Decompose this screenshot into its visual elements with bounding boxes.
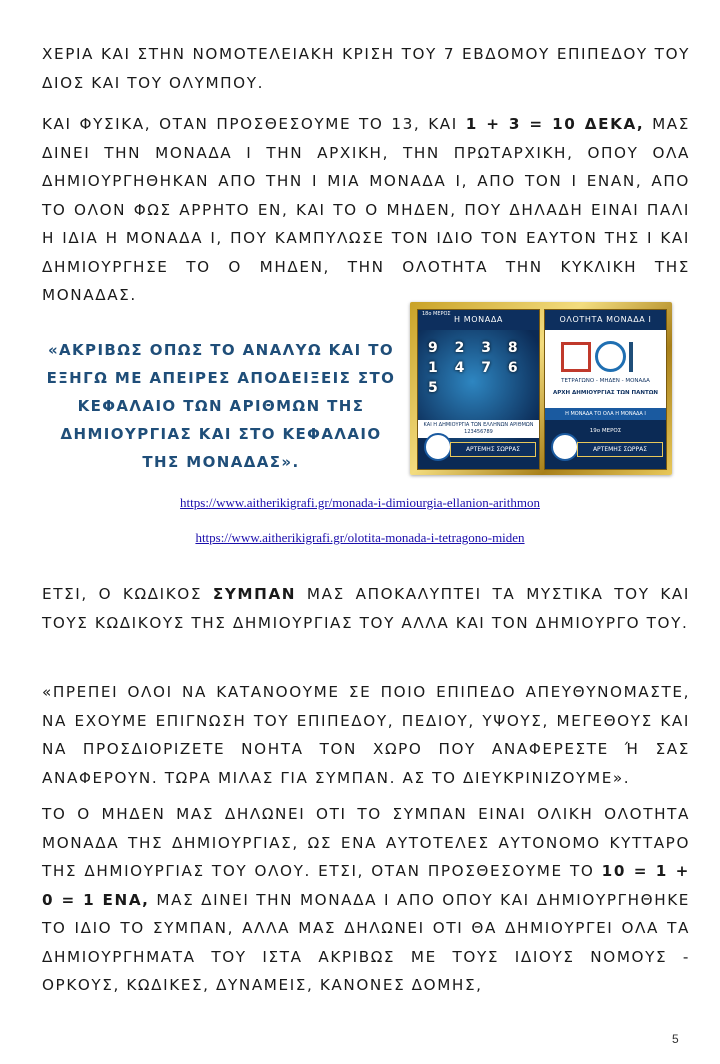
paragraph-3-text-c: ΜΑΣ ΑΠΟΚΑΛΥΠΤΕΙ ΤΑ ΜΥΣΤΙΚΑ ΤΟΥ ΚΑΙ ΤΟΥΣ ΚΩΔΙΚΟΥΣ ΤΗΣ ΔΗΜΙΟΥΡΓΙΑΣ ΤΟΥ ΑΛΛΑ ΚΑΙ ΤΟΝ ΔΗΜΙΟΥΡΓΟ ΤΟΥ. [42,585,690,632]
paragraph-5-text-c: ΜΑΣ ΔΙΝΕΙ ΤΗΝ ΜΟΝΑΔΑ Ι ΑΠΟ ΟΠΟΥ ΚΑΙ ΔΗΜΙΟΥΡΓΗΘΗΚΕ ΤΟ ΙΔΙΟ ΤΟ ΣΥΜΠΑΝ, ΑΛΛΑ ΜΑΣ ΔΗΛΩΝΕΙ ΟΤΙ ΘΑ ΔΗΜΙΟΥΡΓΕΙ ΟΛΑ ΤΑ ΔΗΜΙΟΥΡΓΗΜΑΤΑ ΤΟΥ ΙΣΤΑ ΑΚΡΙΒΩΣ ΜΕ ΤΟΥΣ ΙΔΙΟΥΣ ΝΟΜΟΥΣ - ΟΡΚΟΥΣ, ΚΩΔΙΚΕΣ, ΔΥΝΑΜΕΙΣ, ΚΑΝΟΝΕΣ ΔΟΜΗΣ, [42,890,690,994]
page-number: 5 [672,1032,679,1046]
square-circle-one-icon [561,342,651,372]
link-monada[interactable]: https://www.aitherikigrafi.gr/monada-i-dimiourgia-ellanion-arithmon [180,495,540,510]
book1-digits: 9 2 3 8 1 4 7 6 5 [428,340,524,396]
paragraph-1: ΧΕΡΙΑ ΚΑΙ ΣΤΗΝ ΝΟΜΟΤΕΛΕΙΑΚΗ ΚΡΙΣΗ ΤΟΥ 7 ΕΒΔΟΜΟΥ ΕΠΙΠΕΔΟΥ ΤΟΥ ΔΙΟΣ ΚΑΙ ΤΟΥ ΟΛΥΜΠΟΥ. [42,45,690,92]
link-olotita[interactable]: https://www.aitherikigrafi.gr/olotita-monada-i-tetragono-miden [195,530,525,545]
book2-lower [545,420,666,469]
paragraph-3 [42,580,690,637]
seal-icon [551,433,579,461]
book-covers-image [410,302,672,475]
book-cover-olotita [544,309,667,470]
book-cover-monada [417,309,540,470]
paragraph-5-text-a: ΤΟ Ο ΜΗΔΕΝ ΜΑΣ ΔΗΛΩΝΕΙ ΟΤΙ ΤΟ ΣΥΜΠΑΝ ΕΙΝΑΙ ΟΛΙΚΗ ΟΛΟΤΗΤΑ ΜΟΝΑΔΑ ΤΗΣ ΔΗΜΙΟΥΡΓΙΑΣ, ΩΣ ΕΝΑ ΑΥΤΟΤΕΛΕΣ ΑΥΤΟΝΟΜΟ ΚΥΤΤΑΡΟ ΤΗΣ ΔΗΜΙΟΥΡΓΙΑΣ ΤΟΥ ΟΛΟΥ. ΕΤΣΙ, ΟΤΑΝ ΠΡΟΣΘΕΣΟΥΜΕ ΤΟ [42,805,690,880]
book2-subtitle2: ΑΡΧΗ ΔΗΜΙΟΥΡΓΙΑΣ ΤΩΝ ΠΑΝΤΩΝ [552,390,659,396]
book2-band: Η ΜΟΝΑΔΑ ΤΟ ΟΛΑ Η ΜΟΝΑΔΑ Ι [545,408,666,420]
paragraph-3-bold: ΣΥΜΠΑΝ [212,585,297,603]
paragraph-3-text-a: ΕΤΣΙ, Ο ΚΩΔΙΚΟΣ [42,585,213,603]
book1-part: 18ο ΜΕΡΟΣ [422,311,451,317]
paragraph-2-bold: 1 + 3 = 10 ΔΕΚΑ, [465,115,645,133]
paragraph-5-bold: 10 = 1 + 0 = 1 ΕΝΑ, [42,862,690,909]
paragraph-2-text-a: ΚΑΙ ΦΥΣΙΚΑ, ΟΤΑΝ ΠΡΟΣΘΕΣΟΥΜΕ ΤΟ 13, ΚΑΙ [42,115,466,133]
pull-quote: «ΑΚΡΙΒΩΣ ΟΠΩΣ ΤΟ ΑΝΑΛΥΩ ΚΑΙ ΤΟ ΕΞΗΓΩ ΜΕ ΑΠΕΙΡΕΣ ΑΠΟΔΕΙΞΕΙΣ ΣΤΟ ΚΕΦΑΛΑΙΟ ΤΩΝ ΑΡΙΘΜΩΝ ΤΗΣ ΔΗΜΙΟΥΡΓΙΑΣ ΚΑΙ ΣΤΟ ΚΕΦΑΛΑΙΟ ΤΗΣ ΜΟΝΑΔΑΣ». [46,341,396,471]
book1-author: ΑΡΤΕΜΗΣ ΣΩΡΡΑΣ [450,442,536,457]
paragraph-2 [42,110,690,310]
paragraph-4: «ΠΡΕΠΕΙ ΟΛΟΙ ΝΑ ΚΑΤΑΝΟΟΥΜΕ ΣΕ ΠΟΙΟ ΕΠΙΠΕΔΟ ΑΠΕΥΘΥΝΟΜΑΣΤΕ, ΝΑ ΕΧΟΥΜΕ ΕΠΙΓΝΩΣΗ ΤΟΥ ΕΠΙΠΕΔΟΥ, ΠΕΔΙΟΥ, ΥΨΟΥΣ, ΜΕΓΕΘΟΥΣ ΚΑΙ ΝΑ ΠΡΟΣΔΙΟΡΙΖΕΤΕ ΝΟΗΤΑ ΤΟΝ ΧΩΡΟ ΠΟΥ ΑΝΑΦΕΡΕΣΤΕ Ή ΣΑΣ ΑΝΑΦΕΡΟΥΝ. ΤΩΡΑ ΜΙΛΑΣ ΓΙΑ ΣΥΜΠΑΝ. ΑΣ ΤΟ ΔΙΕΥΚΡΙΝΙΖΟΥΜΕ». [42,683,690,787]
book2-author: ΑΡΤΕΜΗΣ ΣΩΡΡΑΣ [577,442,663,457]
book2-title: ΟΛΟΤΗΤΑ ΜΟΝΑΔΑ Ι [545,310,666,330]
book1-title: Η ΜΟΝΑΔΑ [418,310,539,330]
paragraph-2-text-c: ΜΑΣ ΔΙΝΕΙ ΤΗΝ ΜΟΝΑΔΑ Ι ΤΗΝ ΑΡΧΙΚΗ, ΤΗΝ ΠΡΩΤΑΡΧΙΚΗ, ΟΠΟΥ ΟΛΑ ΔΗΜΙΟΥΡΓΗΘΗΚΑΝ ΑΠΟ ΤΗΝ Ι ΜΙΑ ΜΟΝΑΔΑ Ι, ΑΠΟ ΤΟΝ Ι ΕΝΑΝ, ΑΠΟ ΤΟ ΟΛΟΝ ΦΩΣ ΑΡΡΗΤΟ ΕΝ, ΚΑΙ ΤΟ Ο ΜΗΔΕΝ, ΠΟΥ ΔΗΛΑΔΗ ΕΙΝΑΙ ΠΑΛΙ Η ΙΔΙΑ Η ΜΟΝΑΔΑ Ι, ΠΟΥ ΚΑΜΠΥΛΩΣΕ ΤΟΝ ΙΔΙΟ ΤΟΝ ΕΑΥΤΟΝ ΤΗΣ Ι ΚΑΙ ΔΗΜΙΟΥΡΓΗΣΕ ΤΟ Ο ΜΗΔΕΝ, ΤΗΝ ΟΛΟΤΗΤΑ ΤΗΝ ΚΥΚΛΙΚΗ ΤΗΣ ΜΟΝΑΔΑΣ. [42,115,690,304]
book1-caption: ΚΑΙ Η ΔΗΜΙΟΥΡΓΙΑ ΤΩΝ ΕΛΛΗΝΩΝ ΑΡΙΘΜΩΝ 123456789 [418,420,539,438]
paragraph-5 [42,800,690,1000]
seal-icon [424,433,452,461]
book2-subtitle: ΤΕΤΡΑΓΩΝΟ - ΜΗΔΕΝ - ΜΟΝΑΔΑ [561,378,650,384]
book2-part: 19ο ΜΕΡΟΣ [589,428,622,434]
